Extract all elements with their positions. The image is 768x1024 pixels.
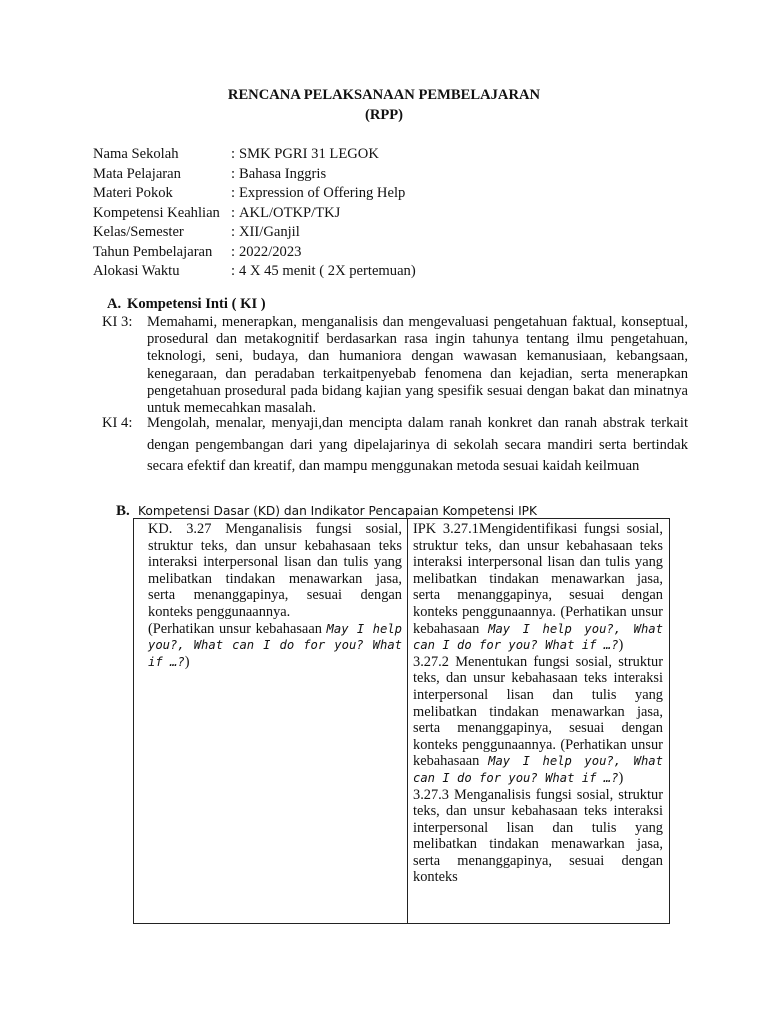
identity-row-material (93, 184, 416, 204)
section-a-heading (107, 295, 266, 314)
identity-label: Kompetensi Keahlian (93, 204, 220, 221)
ki4-text: Mengolah, menalar, menyaji,dan mencipta dalam ranah konkret dan ranah abstrak terkait dengan pengembangan dari yang dipelajarinya di sekolah secara mandiri serta bertindak secara efektif dan kreatif, dan mampu menggunakan metoda sesuai kaidah keilmuan (147, 415, 688, 474)
kd-cell (134, 519, 408, 923)
ki4-paragraph (102, 413, 688, 478)
identity-label: Alokasi Waktu (93, 263, 180, 279)
ipk-note-prefix: (Perhatikan unsur kebahasaan (413, 736, 663, 770)
identity-value: Bahasa Inggris (239, 165, 327, 182)
ki3-code: KI 3: (102, 314, 133, 330)
kd-text: KD. 3.27 Menganalisis fungsi sosial, struktur teks, dan unsur kebahasaan teks interaksi interpersonal lisan dan tulis yang melibatkan tindakan menawarkan jasa, serta menanggapinya, sesuai dengan konteks penggunaannya. (148, 521, 402, 620)
identity-row-year (93, 243, 416, 263)
ipk-cell (408, 519, 669, 923)
ipk-item (413, 787, 663, 887)
ki3-text: Memahami, menerapkan, menganalisis dan mengevaluasi pengetahuan faktual, konseptual, prosedural dan metakognitif berdasarkan rasa ingin tahunya tentang ilmu pengetahuan, teknologi, seni, budaya, dan humaniora dengan wawasan kemanusiaan, kebangsaan, kenegaraan, dan peradaban terkaitpenyebab fenomena dan kejadian, serta menerapkan pengetahuan prosedural pada bidang kajian yang spesifik sesuai dengan bakat dan minatnya untuk memecahkan masalah. (147, 314, 688, 417)
identity-colon: : (231, 146, 236, 162)
document-subtitle: (RPP) (364, 107, 404, 123)
identity-label: Kelas/Semester (93, 224, 184, 240)
kd-note (148, 621, 402, 671)
identity-value: AKL/OTKP/TKJ (239, 204, 341, 221)
identity-colon: : (231, 224, 236, 240)
ipk-text: IPK 3.27.1Mengidentifikasi fungsi sosial, struktur teks, dan unsur kebahasaan teks interaksi interpersonal lisan dan tulis yang melibatkan tindakan menawarkan jasa, serta menanggapinya, sesuai dengan konteks penggunaannya. (413, 521, 663, 620)
kd-note-suffix: ) (184, 653, 190, 670)
identity-row-competency (93, 204, 416, 224)
identity-value: Expression of Offering Help (239, 185, 406, 201)
identity-row-class (93, 223, 416, 243)
identity-label: Tahun Pembelajaran (93, 243, 213, 260)
identity-colon: : (231, 185, 236, 201)
kd-note-italic: May I help you?, What can I do for you? What if …? (148, 621, 402, 669)
ipk-note-italic: May I help you?, What can I do for you? What if …? (413, 621, 663, 653)
identity-value: SMK PGRI 31 LEGOK (239, 146, 379, 162)
identity-label: Nama Sekolah (93, 146, 179, 162)
ipk-text: 3.27.3 Menganalisis fungsi sosial, struktur teks, dan unsur kebahasaan teks interaksi interpersonal lisan dan tulis yang melibatkan tindakan menawarkan jasa, serta menanggapinya, sesuai dengan konteks (413, 786, 663, 886)
ipk-item (413, 654, 663, 787)
identity-row-subject (93, 165, 416, 185)
ipk-text: 3.27.2 Menentukan fungsi sosial, struktur teks, dan unsur kebahasaan teks interaksi interpersonal lisan dan tulis yang melibatkan tindakan menawarkan jasa, serta menanggapinya, sesuai dengan konteks penggunaannya. (413, 653, 663, 753)
section-b-title: Kompetensi Dasar (KD) dan Indikator Pencapaian Kompetensi IPK (138, 504, 538, 518)
ki4-code: KI 4: (102, 415, 133, 431)
identity-value: XII/Ganjil (239, 224, 300, 240)
section-a-letter: A. (107, 296, 122, 312)
document-title: RENCANA PELAKSANAAN PEMBELAJARAN (227, 87, 541, 103)
identity-table (93, 145, 416, 282)
section-a-title: Kompetensi Inti ( KI ) (127, 296, 266, 312)
identity-colon: : (231, 263, 236, 279)
ipk-note-prefix: (Perhatikan unsur kebahasaan (413, 603, 663, 637)
identity-value: 2022/2023 (239, 243, 302, 260)
identity-colon: : (231, 165, 236, 182)
identity-row-time (93, 262, 416, 282)
ki3-paragraph (102, 314, 688, 417)
identity-row-school (93, 145, 416, 165)
identity-colon: : (231, 204, 236, 221)
kd-ipk-table (133, 518, 670, 924)
ipk-note-suffix: ) (618, 637, 624, 654)
identity-label: Materi Pokok (93, 185, 173, 201)
ipk-note-suffix: ) (618, 769, 624, 786)
section-b-letter: B. (116, 503, 130, 519)
identity-value: 4 X 45 menit ( 2X pertemuan) (239, 263, 416, 279)
kd-note-prefix: (Perhatikan unsur kebahasaan (148, 620, 322, 637)
ipk-item (413, 521, 663, 654)
identity-label: Mata Pelajaran (93, 165, 181, 182)
ipk-note-italic: May I help you?, What can I do for you? What if …? (413, 754, 663, 785)
identity-colon: : (231, 243, 236, 260)
